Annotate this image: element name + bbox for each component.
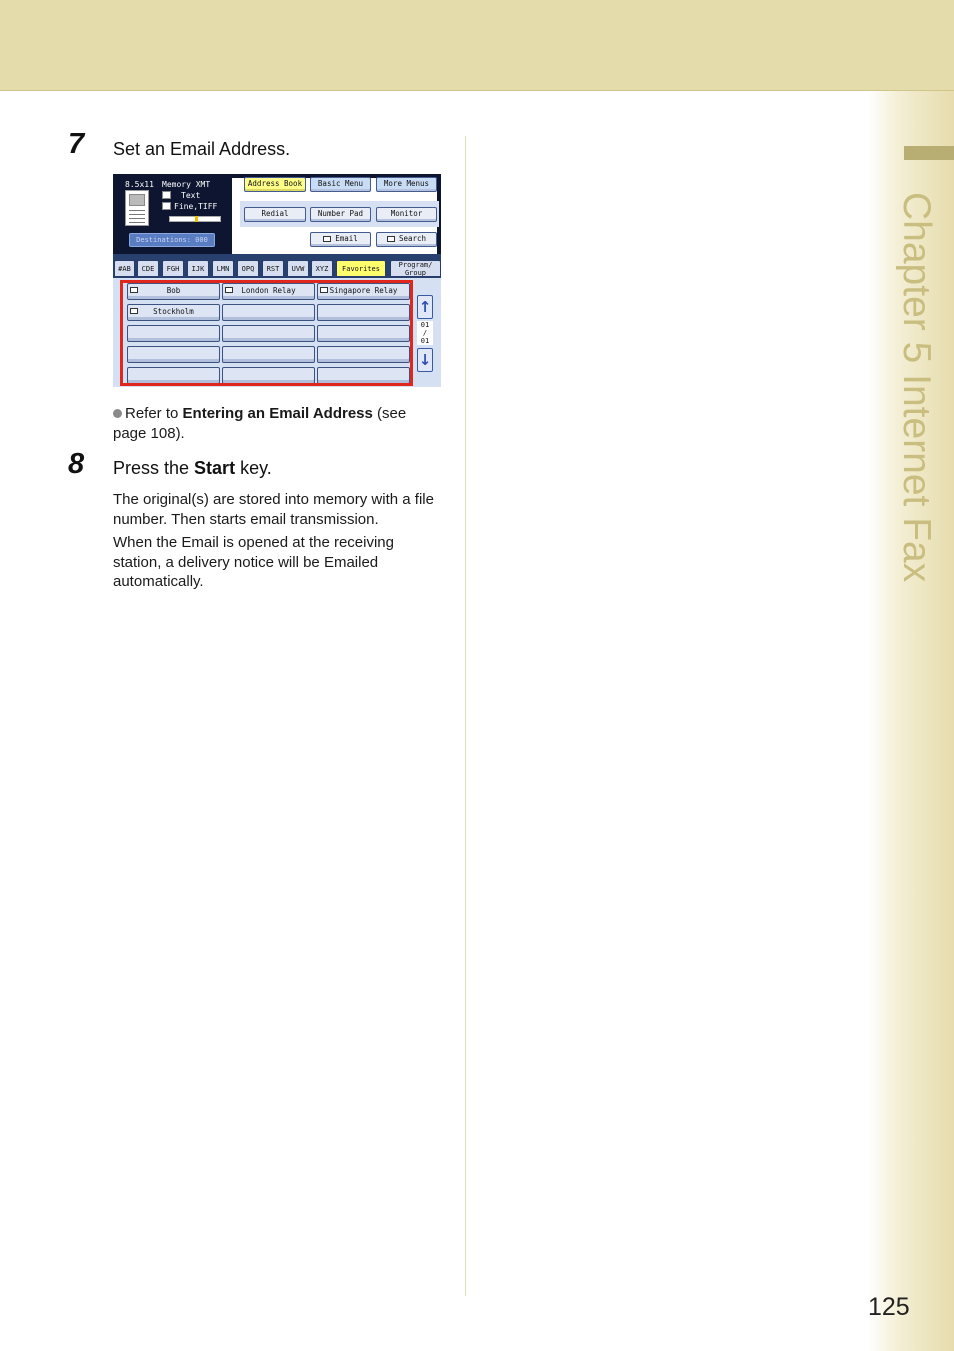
page-current: 01: [420, 321, 430, 329]
step-8-paragraph-1: The original(s) are stored into memory with a file number. Then starts email transmission.: [113, 491, 434, 528]
entry-label: Stockholm: [153, 307, 194, 316]
tab-fgh[interactable]: FGH: [162, 260, 184, 277]
tab-favorites[interactable]: Favorites: [336, 260, 386, 277]
entry-label: London Relay: [241, 286, 296, 295]
redial-button[interactable]: Redial: [244, 207, 306, 222]
resolution-label: Fine,TIFF: [174, 202, 218, 211]
entry-label: Singapore Relay: [329, 286, 398, 295]
scroll-up-button[interactable]: [417, 295, 433, 319]
entry-label: Bob: [166, 286, 181, 295]
tab-xyz[interactable]: XYZ: [311, 260, 333, 277]
page-indicator: [417, 321, 433, 345]
arrow-down-icon: ↓: [418, 351, 432, 369]
tab-ijk[interactable]: IJK: [187, 260, 209, 277]
tab-opq[interactable]: OPQ: [237, 260, 259, 277]
page-separator: /: [422, 329, 428, 337]
step-8-title: [113, 458, 272, 479]
menu-area: [232, 174, 441, 254]
email-button[interactable]: [310, 232, 371, 247]
highlight-frame: [120, 280, 413, 386]
quality-label: Text: [181, 191, 201, 200]
contrast-bar: [169, 216, 221, 222]
column-divider: [465, 136, 466, 1296]
envelope-icon: [323, 236, 331, 242]
page-number: 125: [868, 1293, 910, 1321]
tab-program-group[interactable]: [390, 260, 441, 277]
tab-rst[interactable]: RST: [262, 260, 284, 277]
tab-program-line2: Group: [404, 268, 427, 277]
email-button-label: Email: [335, 234, 358, 243]
start-key-label: Start: [194, 458, 236, 478]
step-7-reference: [113, 404, 443, 443]
reference-prefix: Refer to: [125, 405, 183, 422]
paper-size: 8.5x11: [125, 180, 154, 189]
address-book-button[interactable]: Address Book: [244, 177, 306, 192]
step-8-title-suffix: key.: [235, 458, 272, 478]
search-button[interactable]: [376, 232, 437, 247]
step-8-title-prefix: Press the: [113, 458, 195, 478]
page-total: 01: [420, 337, 430, 345]
tab-cde[interactable]: CDE: [137, 260, 159, 277]
reference-link-text: Entering an Email Address: [182, 405, 373, 422]
number-pad-button[interactable]: Number Pad: [310, 207, 371, 222]
status-area: [113, 174, 232, 254]
reference-suffix: (see page 108).: [113, 405, 407, 442]
quality-icon: [162, 191, 171, 199]
more-menus-button[interactable]: More Menus: [376, 177, 437, 192]
scroll-down-button[interactable]: [417, 348, 433, 372]
search-button-label: Search: [398, 234, 427, 243]
tab-lmn[interactable]: LMN: [212, 260, 234, 277]
binoculars-icon: [387, 236, 395, 242]
index-tab-bar: [113, 254, 441, 278]
document-icon: [125, 190, 149, 226]
bullet-icon: [113, 409, 122, 418]
resolution-icon: [162, 202, 171, 210]
monitor-button[interactable]: Monitor: [376, 207, 437, 222]
destinations-counter: Destinations: 000: [129, 233, 215, 247]
basic-menu-button[interactable]: Basic Menu: [310, 177, 371, 192]
step-8-paragraph-2: When the Email is opened at the receiving station, a delivery notice will be Emailed automatically.: [113, 534, 394, 590]
tab-program-line1: Program/: [398, 261, 433, 269]
chapter-label: Chapter 5 Internet Fax: [895, 192, 938, 583]
chapter-tab-marker: [904, 146, 954, 160]
header-band: [0, 0, 954, 91]
arrow-up-icon: ↑: [418, 298, 432, 316]
step-8-number: 8: [68, 448, 85, 480]
step-7-number: 7: [68, 128, 85, 160]
mode-label: Memory XMT: [162, 180, 211, 189]
tab-ab[interactable]: #AB: [114, 260, 135, 277]
tab-uvw[interactable]: UVW: [287, 260, 309, 277]
step-7-title: Set an Email Address.: [113, 139, 291, 159]
